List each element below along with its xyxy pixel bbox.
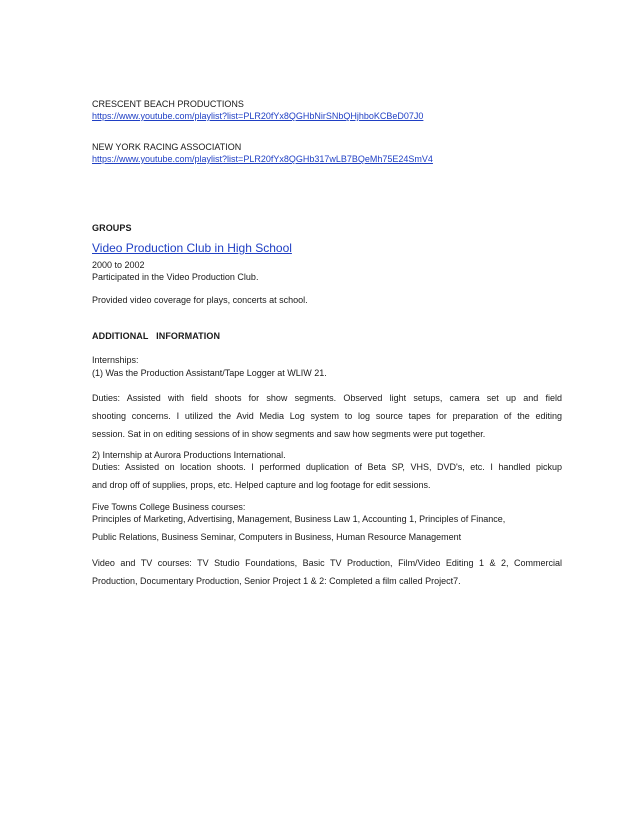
- college-line-1: Principles of Marketing, Advertising, Management, Business Law 1, Accounting 1, Principles of Finance,: [92, 514, 506, 524]
- duties-2-line-1: Duties: Assisted on location shoots. I performed duplication of Beta SP, VHS, DVD's, etc. I handled pickup: [92, 462, 562, 472]
- internships-label: Internships:: [92, 355, 139, 365]
- group-participation: Participated in the Video Production Club.: [92, 272, 259, 282]
- company-name-nyra: NEW YORK RACING ASSOCIATION: [92, 142, 242, 152]
- college-courses-label: Five Towns College Business courses:: [92, 502, 246, 512]
- college-line-2: Public Relations, Business Seminar, Computers in Business, Human Resource Management: [92, 532, 462, 542]
- internship-2-duties: [92, 458, 562, 494]
- group-title: Video Production Club in High School: [92, 241, 292, 255]
- playlist-link-crescent[interactable]: https://www.youtube.com/playlist?list=PLR20fYx8QGHbNirSNbQHjhboKCBeD07J0: [92, 111, 424, 121]
- tv-courses: [92, 554, 562, 590]
- tv-line-2: Production, Documentary Production, Senior Project 1 & 2: Completed a film called Project7.: [92, 576, 461, 586]
- internship-2: 2) Internship at Aurora Productions International.: [92, 450, 286, 460]
- duties-2-line-2: and drop off of supplies, props, etc. Helped capture and log footage for edit sessions.: [92, 480, 431, 490]
- company-name-crescent: CRESCENT BEACH PRODUCTIONS: [92, 99, 244, 109]
- group-years: 2000 to 2002: [92, 260, 145, 270]
- duties-1-line-3: session. Sat in on editing sessions of in show segments and saw how segments were put together.: [92, 429, 486, 439]
- tv-line-1: Video and TV courses: TV Studio Foundations, Basic TV Production, Film/Video Editing 1 & 2, Commercial: [92, 558, 562, 568]
- duties-1-line-1: Duties: Assisted with field shoots for show segments. Observed light setups, camera set up and field: [92, 393, 562, 403]
- internship-1: (1) Was the Production Assistant/Tape Logger at WLIW 21.: [92, 368, 327, 378]
- internship-1-duties: [92, 389, 562, 443]
- duties-1-line-2: shooting concerns. I utilized the Avid Media Log system to log source tapes for preparation of the editing: [92, 411, 562, 421]
- college-courses: [92, 510, 562, 546]
- additional-heading: ADDITIONAL INFORMATION: [92, 331, 221, 341]
- playlist-link-nyra[interactable]: https://www.youtube.com/playlist?list=PLR20fYx8QGHb317wLB7BQeMh75E24SmV4: [92, 154, 433, 164]
- group-coverage: Provided video coverage for plays, concerts at school.: [92, 295, 308, 305]
- groups-heading: GROUPS: [92, 223, 132, 233]
